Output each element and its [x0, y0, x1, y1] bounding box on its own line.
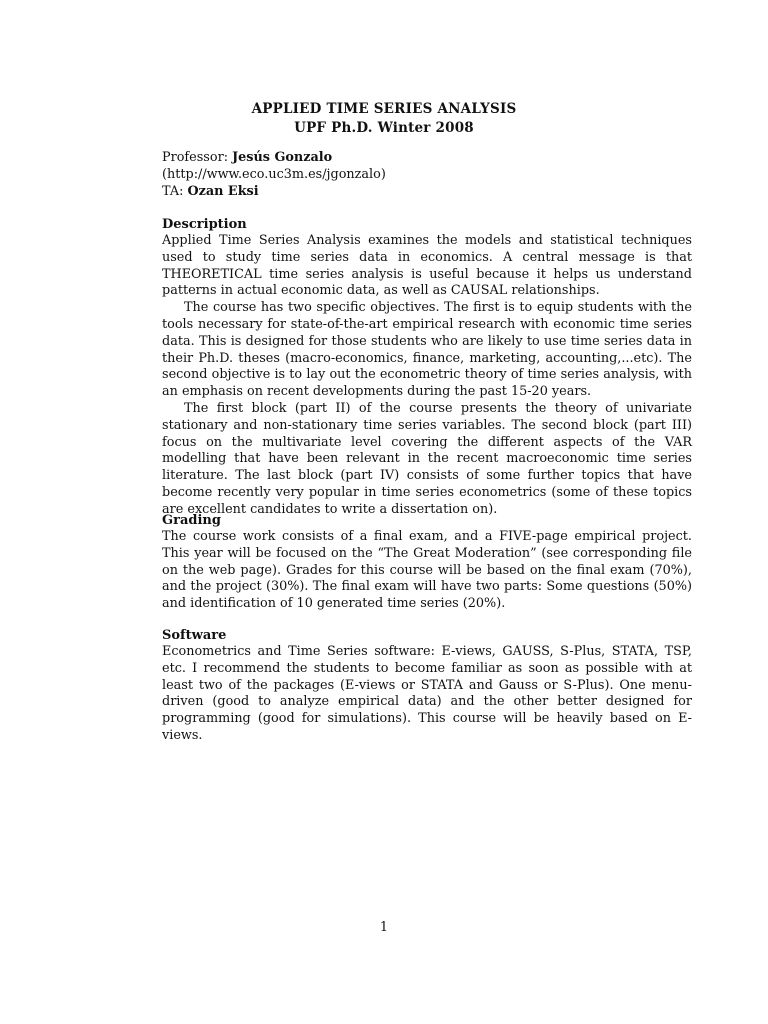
course-staff — [162, 150, 692, 200]
description-paragraph-1: Applied Time Series Analysis examines the models and statistical techniques used to study time series data in economics. A central message is that THEORETICAL time series analysis is useful because it helps us understand patterns in actual economic data, as well as CAUSAL relationships. — [162, 233, 692, 299]
ta-label: TA: — [162, 183, 188, 199]
document-title: APPLIED TIME SERIES ANALYSIS — [251, 101, 517, 117]
description-heading: Description — [162, 217, 247, 232]
description-paragraph-2: The course has two specific objectives. The first is to equip students with the tools necessary for state-of-the-art empirical research with economic time series data. This is designed for those students who are likely to use time series data in their Ph.D. theses (macro-economics, finance, marketing, accounting,...etc). The second objective is to lay out the econometric theory of time series analysis, with an emphasis on recent developments during the past 15-20 years. — [162, 300, 692, 400]
description-paragraph-3: The first block (part II) of the course presents the theory of univariate stationary and non-stationary time series variables. The second block (part III) focus on the multivariate level covering the different aspects of the VAR modelling that have been relevant in the recent macroeconomic time series literature. The last block (part IV) consists of some further topics that have become recently very popular in time series econometrics (some of these topics are excellent candidates to write a dissertation on). — [162, 400, 692, 517]
software-heading: Software — [162, 628, 227, 643]
grading-heading: Grading — [162, 513, 221, 528]
professor-name: Jesús Gonzalo — [232, 150, 333, 165]
grading-section — [162, 512, 692, 613]
description-section — [162, 216, 692, 519]
title-block — [0, 100, 768, 138]
professor-url: (http://www.eco.uc3m.es/jgonzalo) — [162, 166, 386, 182]
professor-label: Professor: — [162, 150, 233, 165]
ta-line — [162, 184, 692, 201]
grading-paragraph: The course work consists of a final exam, and a FIVE-page empirical project. This year will be focused on the “The Great Moderation” (see corresponding file on the web page). Grades for this course will be based on the final exam (70%), and the project (30%). The final exam will have two parts: Some questions (50%) and identification of 10 generated time series (20%). — [162, 529, 692, 612]
software-section — [162, 627, 692, 745]
ta-name: Ozan Eksi — [187, 183, 259, 199]
professor-line — [162, 150, 692, 167]
document-subtitle: UPF Ph.D. Winter 2008 — [294, 120, 474, 136]
software-paragraph: Econometrics and Time Series software: E-views, GAUSS, S-Plus, STATA, TSP, etc. I recommend the students to become familiar as soon as possible with at least two of the packages (E-views or STATA and Gauss or S-Plus). One menu-driven (good to analyze empirical data) and the other better designed for programming (good for simulations). This course will be heavily based on E-views. — [162, 644, 692, 743]
page-number: 1 — [379, 920, 389, 935]
